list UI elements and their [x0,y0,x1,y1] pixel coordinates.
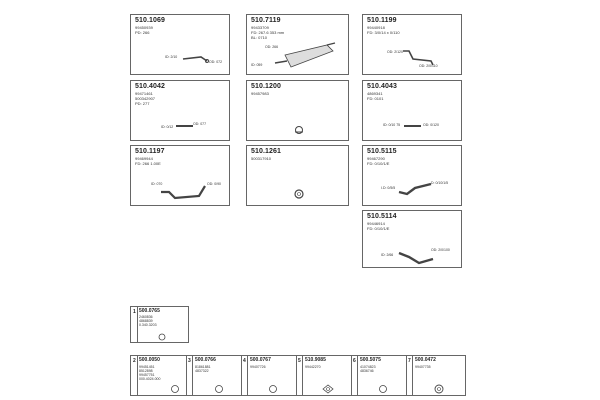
part-number: 500.5075 [360,357,381,363]
part-number: 510.1261 [251,148,281,155]
part-number: 510.5115 [367,148,397,155]
part-card-5[interactable] [246,80,349,141]
pipe-illustration [401,49,435,69]
part-code: 99440918 [367,25,385,30]
part-number: 500.0050 [139,357,160,363]
accessory-strip [130,355,466,396]
dim-label: ID: 2/10 [165,55,178,59]
part-code: FD: 0/10/1/E [367,226,390,231]
part-code: 99469944 [135,156,153,161]
part-code: BL: 0710 [251,35,268,40]
part-code: 4869341 [367,91,383,96]
part-code: 000.4024.000 [139,377,161,381]
gasket-illustration [293,188,305,200]
item-number: 1 [133,309,136,315]
clamp-icon [169,384,181,394]
part-number: 510.1069 [135,17,165,24]
clamp-illustration [293,125,305,135]
part-card-6[interactable] [362,80,462,141]
dim-label: I.D: 0/5/5 [381,186,396,190]
clamp-icon [157,333,167,341]
item-number: 4 [243,358,246,364]
part-number: 500.0765 [139,308,160,314]
dim-label: ID: 0/12 [161,125,174,129]
part-code: PD: 277 [135,101,150,106]
part-code: FD: 266 1.00E [135,161,161,166]
pipe-illustration [175,123,195,129]
dim-label: OD: 2/0/100 [431,248,450,252]
dim-label: OD: 0/90 [207,182,222,186]
dim-label: ID: 059 [251,63,263,67]
item-number: 3 [188,358,191,364]
dim-label: OD: 2/120 [387,50,403,54]
item-number: 7 [408,358,411,364]
part-card-10[interactable] [362,210,462,268]
part-code: 99446914 [367,221,385,226]
part-number: 510.9085 [305,357,326,363]
dim-label: OD: 0/120 [423,123,439,127]
dim-label: D: 0/10/1/5 [431,181,449,185]
part-card-7[interactable] [130,145,230,206]
part-number: 510.1197 [135,148,165,155]
part-number: 500.0766 [195,357,216,363]
dim-label: OD: 072 [209,60,223,64]
part-code: 2460836 [139,315,153,319]
clamp-icon [377,384,389,394]
part-card-4[interactable] [130,80,230,141]
part-number: 510.1199 [367,17,397,24]
part-card-3[interactable] [362,14,462,75]
dim-label: ID: 070 [151,182,163,186]
part-card-2[interactable] [246,14,349,75]
flange-icon [321,383,335,395]
part-code: 41074823 [360,365,376,369]
part-code: 99457983 [251,91,269,96]
pipe-illustration [397,249,437,267]
part-illustration [181,53,211,67]
part-number: 500.0472 [415,357,436,363]
clamp-icon [267,384,279,394]
item-number: 5 [298,358,301,364]
part-code: FD: 0101 [367,96,384,101]
gasket-icon [433,383,445,395]
part-code: PD: 266 [135,30,150,35]
part-code: FD: 0/10/1/E [367,161,390,166]
item-number: 2 [133,358,136,364]
pipe-illustration [159,182,207,202]
part-code: FD: 3/0/14 x 0/110 [367,30,400,35]
dim-label: OD: 077 [193,122,207,126]
part-number: 510.4042 [135,83,165,90]
part-code: 99467290 [367,156,385,161]
part-number: 510.7119 [251,17,281,24]
accessory-box-1[interactable] [130,306,189,343]
part-number: 510.5114 [367,213,397,220]
part-number: 510.1200 [251,83,281,90]
part-code: 99407726 [250,365,266,369]
part-code: 4837322 [195,369,209,373]
part-code: 500342907 [135,96,156,101]
part-code: 4868839 [139,319,153,323]
pipe-illustration [397,180,433,198]
part-code: 99450939 [135,25,153,30]
part-code: 99457751 [139,373,155,377]
item-number: 6 [353,358,356,364]
part-card-1[interactable] [130,14,230,75]
part-card-8[interactable] [246,145,349,206]
part-code: FD: 267.6 353 mm [251,30,285,35]
part-code: 8512898 [139,369,153,373]
part-number: 500.0767 [250,357,271,363]
part-card-9[interactable] [362,145,462,206]
part-code: 99433709 [251,25,269,30]
dim-label: OD: 2/0/110 [419,64,438,68]
part-code: 81861881 [195,365,211,369]
part-number: 510.4043 [367,83,397,90]
part-code: 99407735 [415,365,431,369]
part-code: 99471461 [135,91,153,96]
dim-label: ID: 0/10 75 [383,123,401,127]
dim-label: OD: 266 [265,45,279,49]
muffler-illustration [275,41,335,71]
part-code: 0.340.3203 [139,323,157,327]
part-code: 99442270 [305,365,321,369]
pipe-illustration [403,123,423,129]
part-code: 500317910 [251,156,272,161]
dim-label: ID: 2/66 [381,253,394,257]
clamp-icon [213,384,225,394]
part-code: 99451451 [139,365,155,369]
part-code: 4836746 [360,369,374,373]
